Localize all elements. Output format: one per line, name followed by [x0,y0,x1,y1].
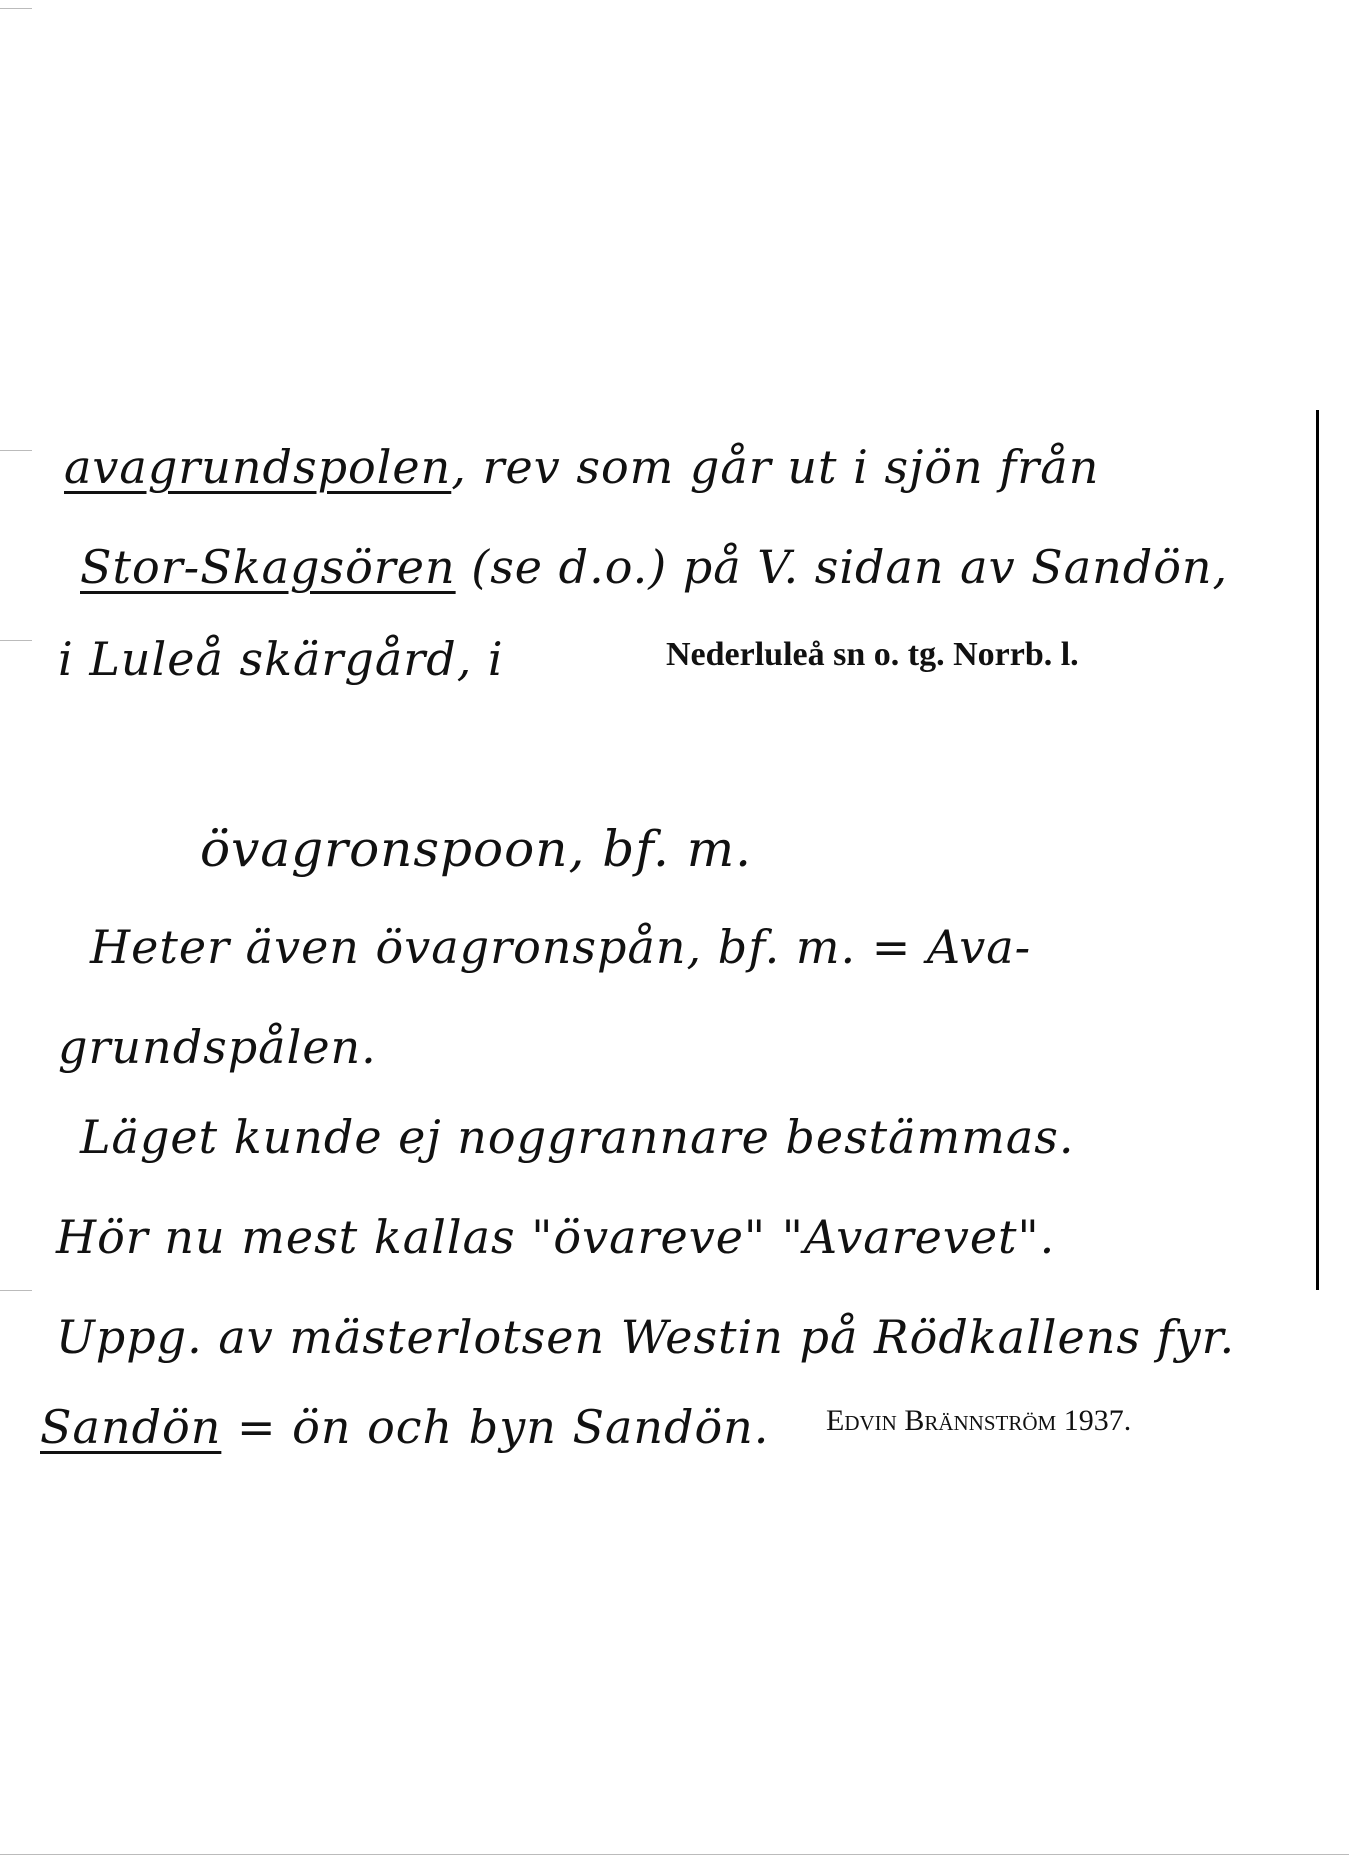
signature-stamp [826,1404,1131,1438]
card-line-8: Hör nu mest kallas "övareve" "Avarevet". [56,1210,1056,1264]
line-3-handwritten: i Luleå skärgård, i [58,632,504,686]
line-2-text: (se d.o.) på V. sidan av Sandön, [471,540,1229,594]
card-line-2 [80,540,1228,594]
bottom-ruler-line [0,1854,1349,1855]
card-line-4: övagronspoon, bf. m. [200,820,753,878]
card-line-1 [64,440,1099,494]
card-right-border [1316,410,1319,1290]
card-line-6: grundspålen. [58,1020,377,1074]
place-name: Stor-Skagsören [80,540,456,594]
card-line-5: Heter även övagronspån, bf. m. = Ava- [90,920,1032,974]
edge-mark [0,1290,32,1291]
parish-stamp: Nederluleå sn o. tg. Norrb. l. [666,636,1079,673]
card-line-7: Läget kunde ej noggrannare bestämmas. [80,1110,1075,1164]
edge-mark [0,8,32,9]
card-line-3 [58,632,504,686]
headword: avagrundspolen [64,440,452,494]
card-line-10 [40,1400,769,1454]
edge-mark [0,450,32,451]
line-10-text: = ön och byn Sandön. [236,1400,770,1454]
edge-mark [0,640,32,641]
card-line-9: Uppg. av mästerlotsen Westin på Rödkallens fyr. [56,1310,1236,1364]
line-1-text: , rev som går ut i sjön från [451,440,1100,494]
sandon-underlined: Sandön [40,1400,222,1454]
signature-year: 1937. [1063,1404,1132,1437]
signature-name: Edvin Brännström [826,1404,1057,1437]
